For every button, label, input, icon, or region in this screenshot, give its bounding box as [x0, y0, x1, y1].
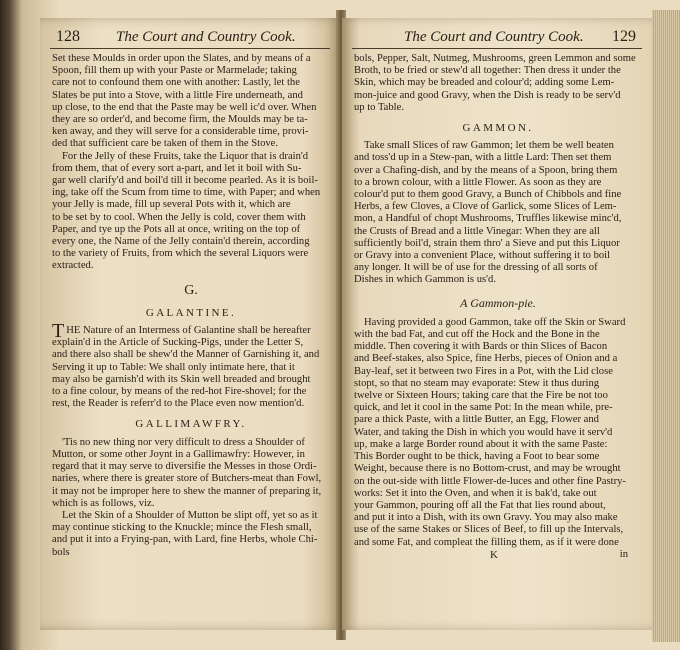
- text-line: twelve or Sixteen Hours; taking care that the Fire be not too: [354, 390, 608, 402]
- text-line: pare a thick Paste, with a little Butter, an Egg, Flower and: [354, 414, 599, 426]
- right-running-title: The Court and Country Cook.: [404, 29, 584, 45]
- text-line: middle. Then covering it with Bards or thin Slices of Bacon: [354, 341, 608, 353]
- text-line: works: Set it into the Oven, and when it is bak'd, take out: [354, 487, 597, 499]
- text-line: to a brown colour, with a little Flower. As soon as they are: [354, 176, 602, 188]
- text-line: Bay-leaf, set it between two Fires in a Pot, with the Lid close: [354, 365, 613, 377]
- text-line: every one, the Name of the Jelly contain'd therein, according: [52, 236, 310, 248]
- text-line: ken away, and they will serve for a considerable time, provi-: [52, 126, 309, 138]
- text-line: to the variety of Fruits, from which the several Liquors were: [52, 248, 309, 260]
- right-page-number: 129: [612, 28, 636, 45]
- left-page-text: [40, 49, 340, 559]
- text-line: This Border ought to be thick, having a Foot to bear some: [354, 451, 600, 463]
- text-line: For the Jelly of these Fruits, take the Liquor that is drain'd: [62, 150, 309, 162]
- text-line: and put it into a Dish, with its own Gravy. You may also make: [354, 512, 618, 524]
- text-line: colour'd put to them good Gravy, a Bunch of Chibbols and fine: [354, 189, 622, 201]
- text-line: Mutton, or some other Joynt in a Gallimawfry: However, in: [52, 448, 305, 460]
- text-line: may also be garnish'd with its Skin well breaded and brought: [52, 373, 311, 385]
- text-line: extracted.: [52, 260, 94, 272]
- text-line: from them, that of every sort a-part, and let it boil with Su-: [52, 162, 302, 174]
- text-line: any longer. It will be of use for the dressing of all sorts of: [354, 262, 598, 274]
- text-line: which is as follows, viz.: [52, 497, 155, 509]
- gallimawfry-paragraph-1: [52, 437, 330, 510]
- text-line: on the out-side with little Flower-de-luces and other fine Pastry-: [354, 475, 626, 487]
- text-line: they are so order'd, and become firm, the Moulds may be ta-: [52, 114, 308, 126]
- left-page: [40, 18, 340, 630]
- section-title-galantine: GALANTINE.: [145, 306, 237, 319]
- text-line: 'Tis no new thing nor very difficult to dress a Shoulder of: [62, 436, 305, 448]
- left-page-header: [50, 26, 330, 49]
- text-line: explain'd in the Article of Sucking-Pigs, under the Letter S,: [52, 337, 304, 349]
- drop-cap: T: [52, 320, 65, 343]
- section-title-gammon: GAMMON.: [462, 122, 534, 135]
- text-line: ing, take off the Scum from time to time, with Paper; and when: [52, 187, 321, 199]
- text-line: Slates be put into a Stove, with a little Fire underneath, and: [52, 89, 303, 101]
- gammon-paragraph: [354, 140, 642, 286]
- right-paragraph-1: [354, 53, 642, 114]
- text-line: or Gravy into a convenient Place, without suffering it to boil: [354, 250, 611, 262]
- text-line: Skin, which may be breaded and colour'd; adding some Lem-: [354, 77, 615, 89]
- section-title-gammon-pie: A Gammon-pie.: [460, 295, 536, 310]
- left-paragraph-2: [52, 151, 330, 273]
- text-line: bols, Pepper, Salt, Nutmeg, Mushrooms, green Lemmon and some: [354, 53, 636, 64]
- text-line: regard that it may serve to diversifie the Messes in those Ordi-: [52, 461, 317, 473]
- text-line: care not to confound them one with another: Lastly, let the: [52, 77, 300, 89]
- catchword: in: [619, 548, 628, 560]
- text-line: Let the Skin of a Shoulder of Mutton be slipt off, yet so as it: [62, 509, 318, 521]
- text-line: Paper, and tye up the Pots all at once, writing on the top of: [52, 223, 301, 235]
- text-line: gar well clarify'd and boil'd till it become pearled. As it is boil-: [52, 175, 318, 187]
- text-line: with the bad Fat, and cut off the Hock and the Bone in the: [354, 329, 600, 341]
- text-line: to a fine colour, by means of the red-hot Fire-shovel; for the: [52, 386, 307, 398]
- text-line: to be set by to cool. When the Jelly is cold, cover them with: [52, 211, 306, 223]
- text-line: up to Table.: [354, 101, 404, 113]
- right-page-text: [342, 49, 652, 561]
- text-line: Having provided a good Gammon, take off the Skin or Sward: [364, 316, 626, 328]
- text-line: HE Nature of an Intermess of Galantine shall be hereafter: [66, 325, 311, 337]
- text-line: Dishes in which Gammon is us'd.: [354, 274, 496, 286]
- text-line: over a Chafing-dish, and by the means of a Spoon, bring them: [354, 164, 618, 176]
- text-line: and some Fat, and compleat the filling them, as if it were done: [354, 536, 619, 548]
- text-line: Weight, because there is no Bottom-crust, and may be wrought: [354, 463, 621, 475]
- text-line: Broth, to be fried or stew'd all together: Then dress it under the: [354, 65, 621, 77]
- signature-mark: K: [490, 548, 498, 561]
- text-line: it may not be improper here to shew the manner of preparing it,: [52, 485, 322, 497]
- text-line: ded that sufficient care be taken of them in the Stove.: [52, 138, 279, 150]
- right-page: [342, 18, 652, 630]
- text-line: mon, a Handful of chopt Mushrooms, Truffles likewise minc'd,: [354, 213, 622, 225]
- galantine-lines: [52, 320, 330, 410]
- text-line: rest, the Reader is referr'd to the Place even now mention'd.: [52, 398, 305, 410]
- text-line: Water, and taking the Dish in which you would have it serv'd: [354, 426, 613, 438]
- gallimawfry-paragraph-2: [52, 510, 330, 559]
- section-title-gallimawfry: GALLIMAWFRY.: [135, 418, 247, 431]
- text-line: sufficiently boil'd, strain them thro' a Sieve and put this Liquor: [354, 237, 620, 249]
- text-line: naries, where there is greater store of Butchers-meat than Fowl,: [52, 473, 322, 485]
- text-line: Herbs, a few Cloves, a Clove of Garlick, some Slices of Lem-: [354, 201, 617, 213]
- text-line: bols: [52, 546, 70, 558]
- galantine-paragraph: [52, 320, 330, 410]
- text-line: may continue sticking to the Knuckle; mince the Flesh small,: [52, 522, 312, 534]
- right-page-header: [352, 26, 642, 49]
- page-edges: [652, 10, 680, 642]
- text-line: use of the same Stakes or Slices of Beef, to fill up the Intervals,: [354, 524, 624, 536]
- left-paragraph-1: [52, 53, 330, 151]
- text-line: Take small Slices of raw Gammon; let them be well beaten: [364, 140, 614, 152]
- letter-heading: G.: [184, 282, 198, 298]
- text-line: stopt, so that no steam may evaporate: Stew it thus during: [354, 377, 600, 389]
- text-line: and Beef-stakes, also Spice, fine Herbs, pieces of Onion and a: [354, 353, 618, 365]
- text-line: up close, to the end that the Paste may be well ic'd over. When: [52, 101, 317, 113]
- text-line: Serving it up to Table: We shall only intimate here, that it: [52, 361, 295, 373]
- text-line: your Jelly is made, fill up several Pots with it, which are: [52, 199, 291, 211]
- text-line: and there also shall be shew'd the Manner of Garnishing it, and: [52, 349, 320, 361]
- text-line: and put it into a Frying-pan, with Lard, fine Herbs, whole Chi-: [52, 534, 318, 546]
- left-page-number: 128: [56, 28, 80, 45]
- text-line: Set these Moulds in order upon the Slates, and by means of a: [52, 53, 311, 64]
- text-line: up, make a large Border round about it with the same Paste:: [354, 438, 608, 450]
- text-line: Spoon, fill them up with your Paste or Marmelade; taking: [52, 65, 297, 77]
- left-running-title: The Court and Country Cook.: [116, 29, 296, 45]
- text-line: quick, and let it cool in the same Pot: In the mean while, pre-: [354, 402, 613, 414]
- text-line: the Crusts of Bread and a little Vinegar: When they are all: [354, 225, 600, 237]
- text-line: and toss'd up in a Stew-pan, with a little Lard: Then set them: [354, 152, 612, 164]
- gammon-pie-paragraph: [354, 317, 642, 549]
- text-line: your Gammon, pouring off all the Fat that lies round about,: [354, 499, 606, 511]
- text-line: mon-juice and good Gravy, when the Dish is ready to be serv'd: [354, 89, 621, 101]
- page-footer: [354, 549, 642, 561]
